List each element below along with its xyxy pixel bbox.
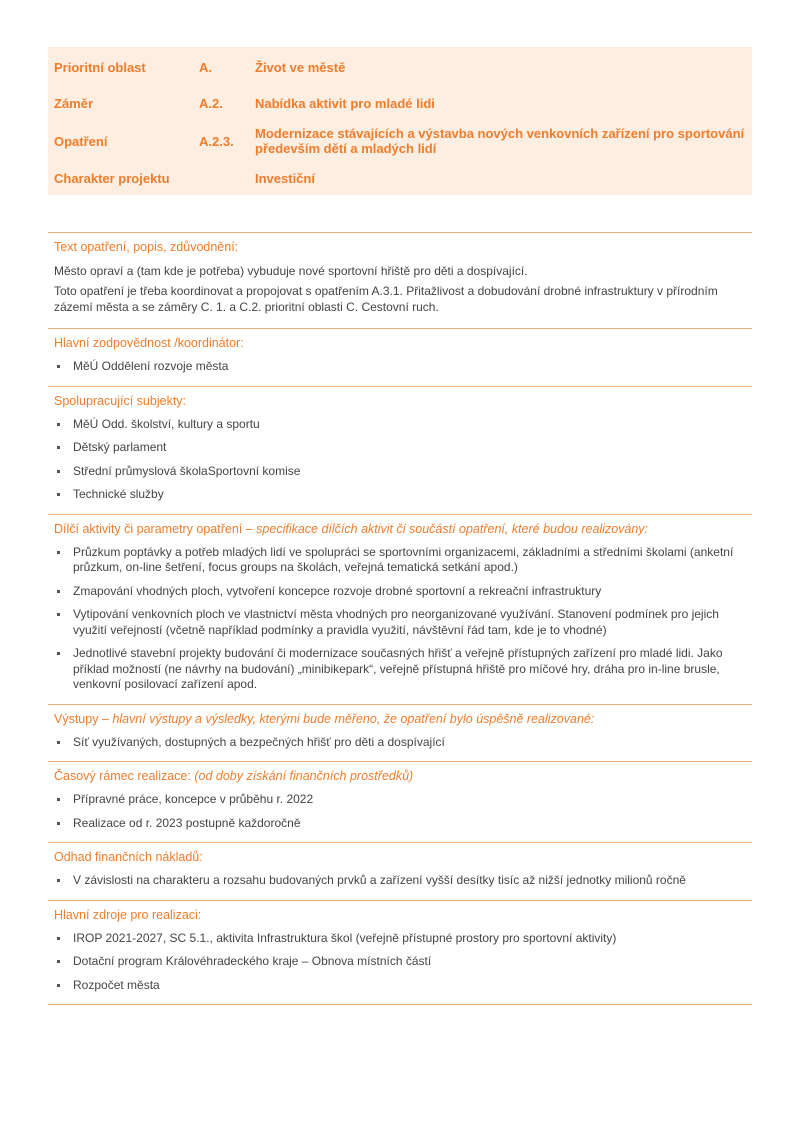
bullet-list [54,545,746,693]
header-code: A.2.3. [199,134,234,149]
list-item: Rozpočet města [54,978,746,994]
section-title-main: Časový rámec realizace: [54,769,191,783]
bullet-list [54,931,746,994]
section-title [54,768,746,784]
content [48,232,752,1005]
list-item: Vytipování venkovních ploch ve vlastnictví města vhodných pro neorganizované využívání. Stanovení podmínek pro jejich využití veřejností (včetně například podmínky a pravidla využití, návštěvní řád tam, kde je to vhodné) [54,607,746,638]
section-title [54,711,746,727]
bullet-list [54,792,746,831]
list-item: Jednotlivé stavební projekty budování či modernizace současných hřišť a veřejně přístupných zařízení pro mladé lidi. Jako příklad možností (ne návrhy na budování) „minibikepark“, veřejně přístupná hřiště pro míčové hry, dráha pro in-line brusle, venkovní posilovací zařízení apod. [54,646,746,693]
list-item: Přípravné práce, koncepce v průběhu r. 2022 [54,792,746,808]
section-title-italic: – hlavní výstupy a výsledky, kterými bude měřeno, že opatření bylo úspěšně realizované: [98,711,595,726]
header-value: Investiční [255,171,315,186]
header-value: Nabídka aktivit pro mladé lidi [255,96,435,111]
section-timeframe [48,761,752,842]
section-costs [48,842,752,900]
section-title-italic: (od doby získání finančních prostředků) [190,769,414,783]
list-item: Zmapování vhodných ploch, vytvoření koncepce rozvoje drobné sportovní a rekreační infrastruktury [54,584,746,600]
section-title-italic: – specifikace dílčích aktivit či součástí opatření, které budou realizovány: [242,521,649,536]
list-item: IROP 2021-2027, SC 5.1., aktivita Infrastruktura škol (veřejně přístupné prostory pro sportovní aktivity) [54,931,746,947]
section-responsible [48,328,752,386]
header-label: Prioritní oblast [54,60,146,75]
list-item: Realizace od r. 2023 postupně každoročně [54,816,746,832]
header-label: Záměr [54,96,94,111]
section-title: Spolupracující subjekty: [54,393,187,408]
section-sources [48,900,752,1006]
paragraph: Toto opatření je třeba koordinovat a propojovat s opatřením A.3.1. Přitažlivost a dobudování drobné infrastruktury v přírodním zázemí města a se záměry C. 1. a C.2. prioritní oblasti C. Cestovní ruch. [54,284,718,314]
section-title: Odhad finančních nákladů: [54,850,203,864]
section-partners [48,386,752,514]
header-code: A. [199,60,212,75]
bullet-list [54,359,746,375]
section-outputs [48,704,752,762]
section-text [48,232,752,328]
list-item: V závislosti na charakteru a rozsahu budovaných prvků a zařízení vyšší desítky tisíc až nižší jednotky milionů ročně [54,873,746,889]
list-item: Síť využívaných, dostupných a bezpečných hřišť pro děti a dospívající [54,735,746,751]
header-label: Charakter projektu [54,171,170,186]
list-item: Dětský parlament [54,440,746,456]
bullet-list [54,417,746,503]
header-box [48,47,752,195]
section-title-main: Výstupy [54,711,99,726]
list-item: Technické služby [54,487,746,503]
header-label: Opatření [54,134,108,149]
list-item: MěÚ Odd. školství, kultury a sportu [54,417,746,433]
header-value: Život ve městě [255,60,346,75]
section-title [54,521,746,537]
section-title: Text opatření, popis, zdůvodnění: [54,240,239,254]
header-value: Modernizace stávajících a výstavba nových venkovních zařízení pro sportování především dětí a mladých lidí [255,126,745,156]
list-item: Dotační program Královéhradeckého kraje – Obnova místních částí [54,954,746,970]
section-activities [48,514,752,704]
section-title-main: Dílčí aktivity či parametry opatření [54,521,243,536]
list-item: Střední průmyslová školaSportovní komise [54,464,746,480]
paragraph: Město opraví a (tam kde je potřeba) vybuduje nové sportovní hřiště pro děti a dospívající. [54,264,528,278]
section-title: Hlavní zodpovědnost /koordinátor: [54,336,244,350]
list-item: MěÚ Oddělení rozvoje města [54,359,746,375]
bullet-list [54,735,746,751]
list-item: Průzkum poptávky a potřeb mladých lidí ve spolupráci se sportovními organizacemi, základními a středními školami (anketní průzkum, on-line šetření, focus groups na školách, veřejná tematická setkání apod.) [54,545,746,576]
section-title: Hlavní zdroje pro realizaci: [54,907,202,922]
bullet-list [54,873,746,889]
header-code: A.2. [199,96,223,111]
